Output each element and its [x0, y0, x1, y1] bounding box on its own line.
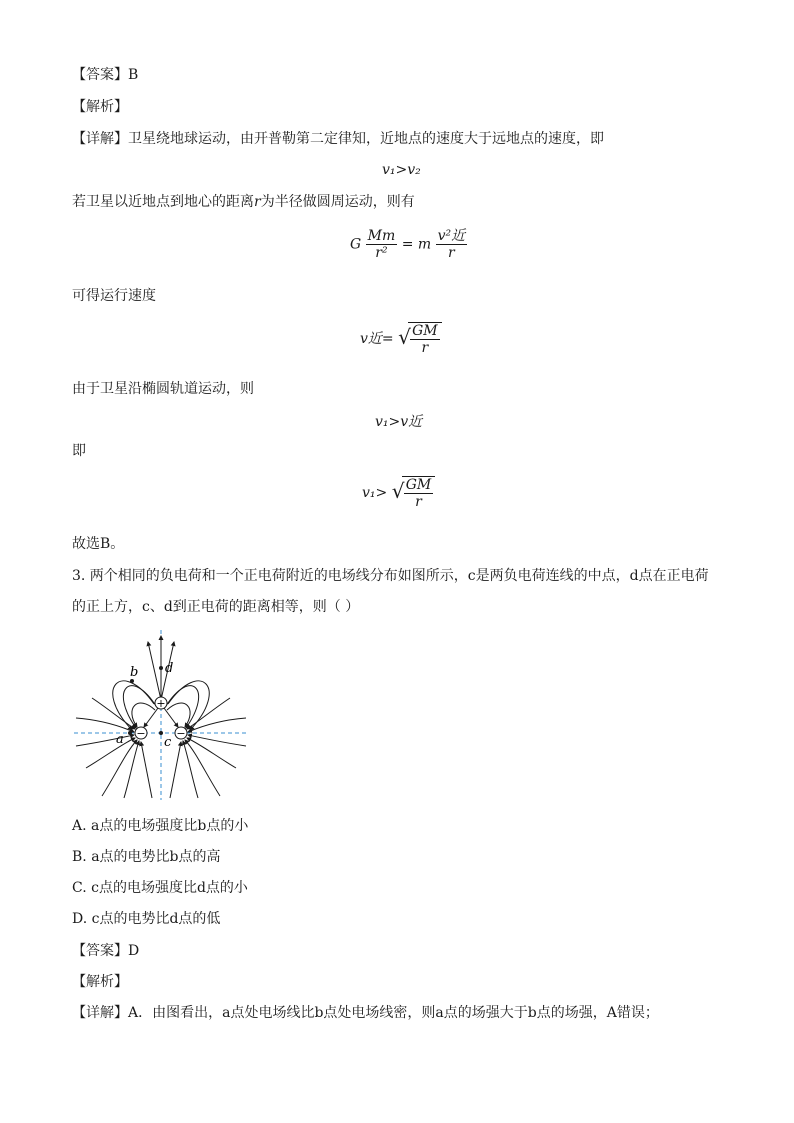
eq-num-v2: v²近	[437, 228, 466, 244]
label-b: b	[130, 665, 139, 680]
analysis-label: 【解析】	[72, 99, 128, 115]
eq3-den: r	[421, 340, 429, 356]
option-c: C. c点的电场强度比d点的小	[72, 880, 248, 896]
q3-detail-line	[72, 1004, 659, 1022]
q3-answer-label: 【答案】	[72, 943, 128, 959]
q3-detail-text: A．由图看出，a点处电场线比b点处电场线密，则a点的场强大于b点的场强，A错误；	[128, 1005, 659, 1021]
q3-answer-value: D	[128, 943, 140, 959]
q3-answer-line	[72, 942, 139, 960]
eq3-lhs: v近=	[360, 331, 394, 347]
q3-analysis-label: 【解析】	[72, 974, 128, 990]
q3-stem-line1: 3. 两个相同的负电荷和一个正电荷附近的电场线分布如图所示，c是两负电荷连线的中点，d点在正电荷	[72, 568, 709, 584]
positive-symbol: +	[156, 697, 166, 710]
equation-v-circular: v近= √ $\frac{GM}{r}$	[360, 322, 442, 356]
equation-v1-gt-v2: v₁>v₂	[382, 162, 421, 178]
eq5-den: r	[415, 494, 422, 510]
eq-num-Mm: Mm	[367, 228, 396, 244]
equation-v1-gt-vcirc: v₁>v近	[375, 414, 423, 430]
negative-symbol-left: −	[136, 727, 146, 740]
conclusion-line: 故选B。	[72, 536, 125, 552]
eq-equals: =	[401, 236, 414, 253]
option-a: A. a点的电场强度比b点的小	[72, 818, 249, 834]
speed-line: 可得运行速度	[72, 288, 156, 304]
point-d	[159, 666, 163, 670]
detail-line	[72, 130, 604, 148]
eq5-num: GM	[405, 477, 432, 493]
negative-symbol-right: −	[176, 727, 186, 740]
label-a: a	[116, 732, 124, 747]
detail-text: 卫星绕地球运动，由开普勒第二定律知，近地点的速度大于远地点的速度，即	[128, 131, 604, 147]
point-c	[159, 731, 163, 735]
eq3-num: GM	[412, 323, 438, 339]
eq-m: m	[417, 236, 432, 253]
eq-G: G	[350, 236, 362, 253]
detail-label: 【详解】	[72, 131, 128, 147]
q3-stem-line2: 的正上方，c、d到正电荷的距离相等，则（ ）	[72, 599, 360, 615]
eq5-lhs: v₁>	[362, 485, 388, 501]
answer-line	[72, 66, 138, 84]
eq-den-r: r	[448, 245, 455, 261]
answer-label: 【答案】	[72, 67, 128, 83]
radius-var: r	[254, 194, 261, 210]
equation-gravity	[350, 228, 467, 261]
option-b: B. a点的电势比b点的高	[72, 849, 221, 865]
ji-line: 即	[72, 443, 86, 459]
radius-line-tail: 为半径做圆周运动，则有	[260, 194, 415, 210]
answer-value: B	[128, 67, 139, 83]
electric-field-figure	[72, 628, 252, 803]
option-d: D. c点的电势比d点的低	[72, 911, 221, 927]
ellipse-line: 由于卫星沿椭圆轨道运动，则	[72, 381, 254, 397]
q3-detail-label: 【详解】	[72, 1005, 128, 1021]
equation-final: v₁> √ $\frac{GM}{r}$	[362, 476, 435, 510]
label-c: c	[164, 735, 172, 750]
point-a	[128, 731, 132, 735]
eq-den-r2: r²	[375, 245, 388, 261]
radius-line	[72, 193, 415, 211]
radius-line-text: 若卫星以近地点到地心的距离	[72, 194, 254, 210]
label-d: d	[165, 661, 174, 676]
